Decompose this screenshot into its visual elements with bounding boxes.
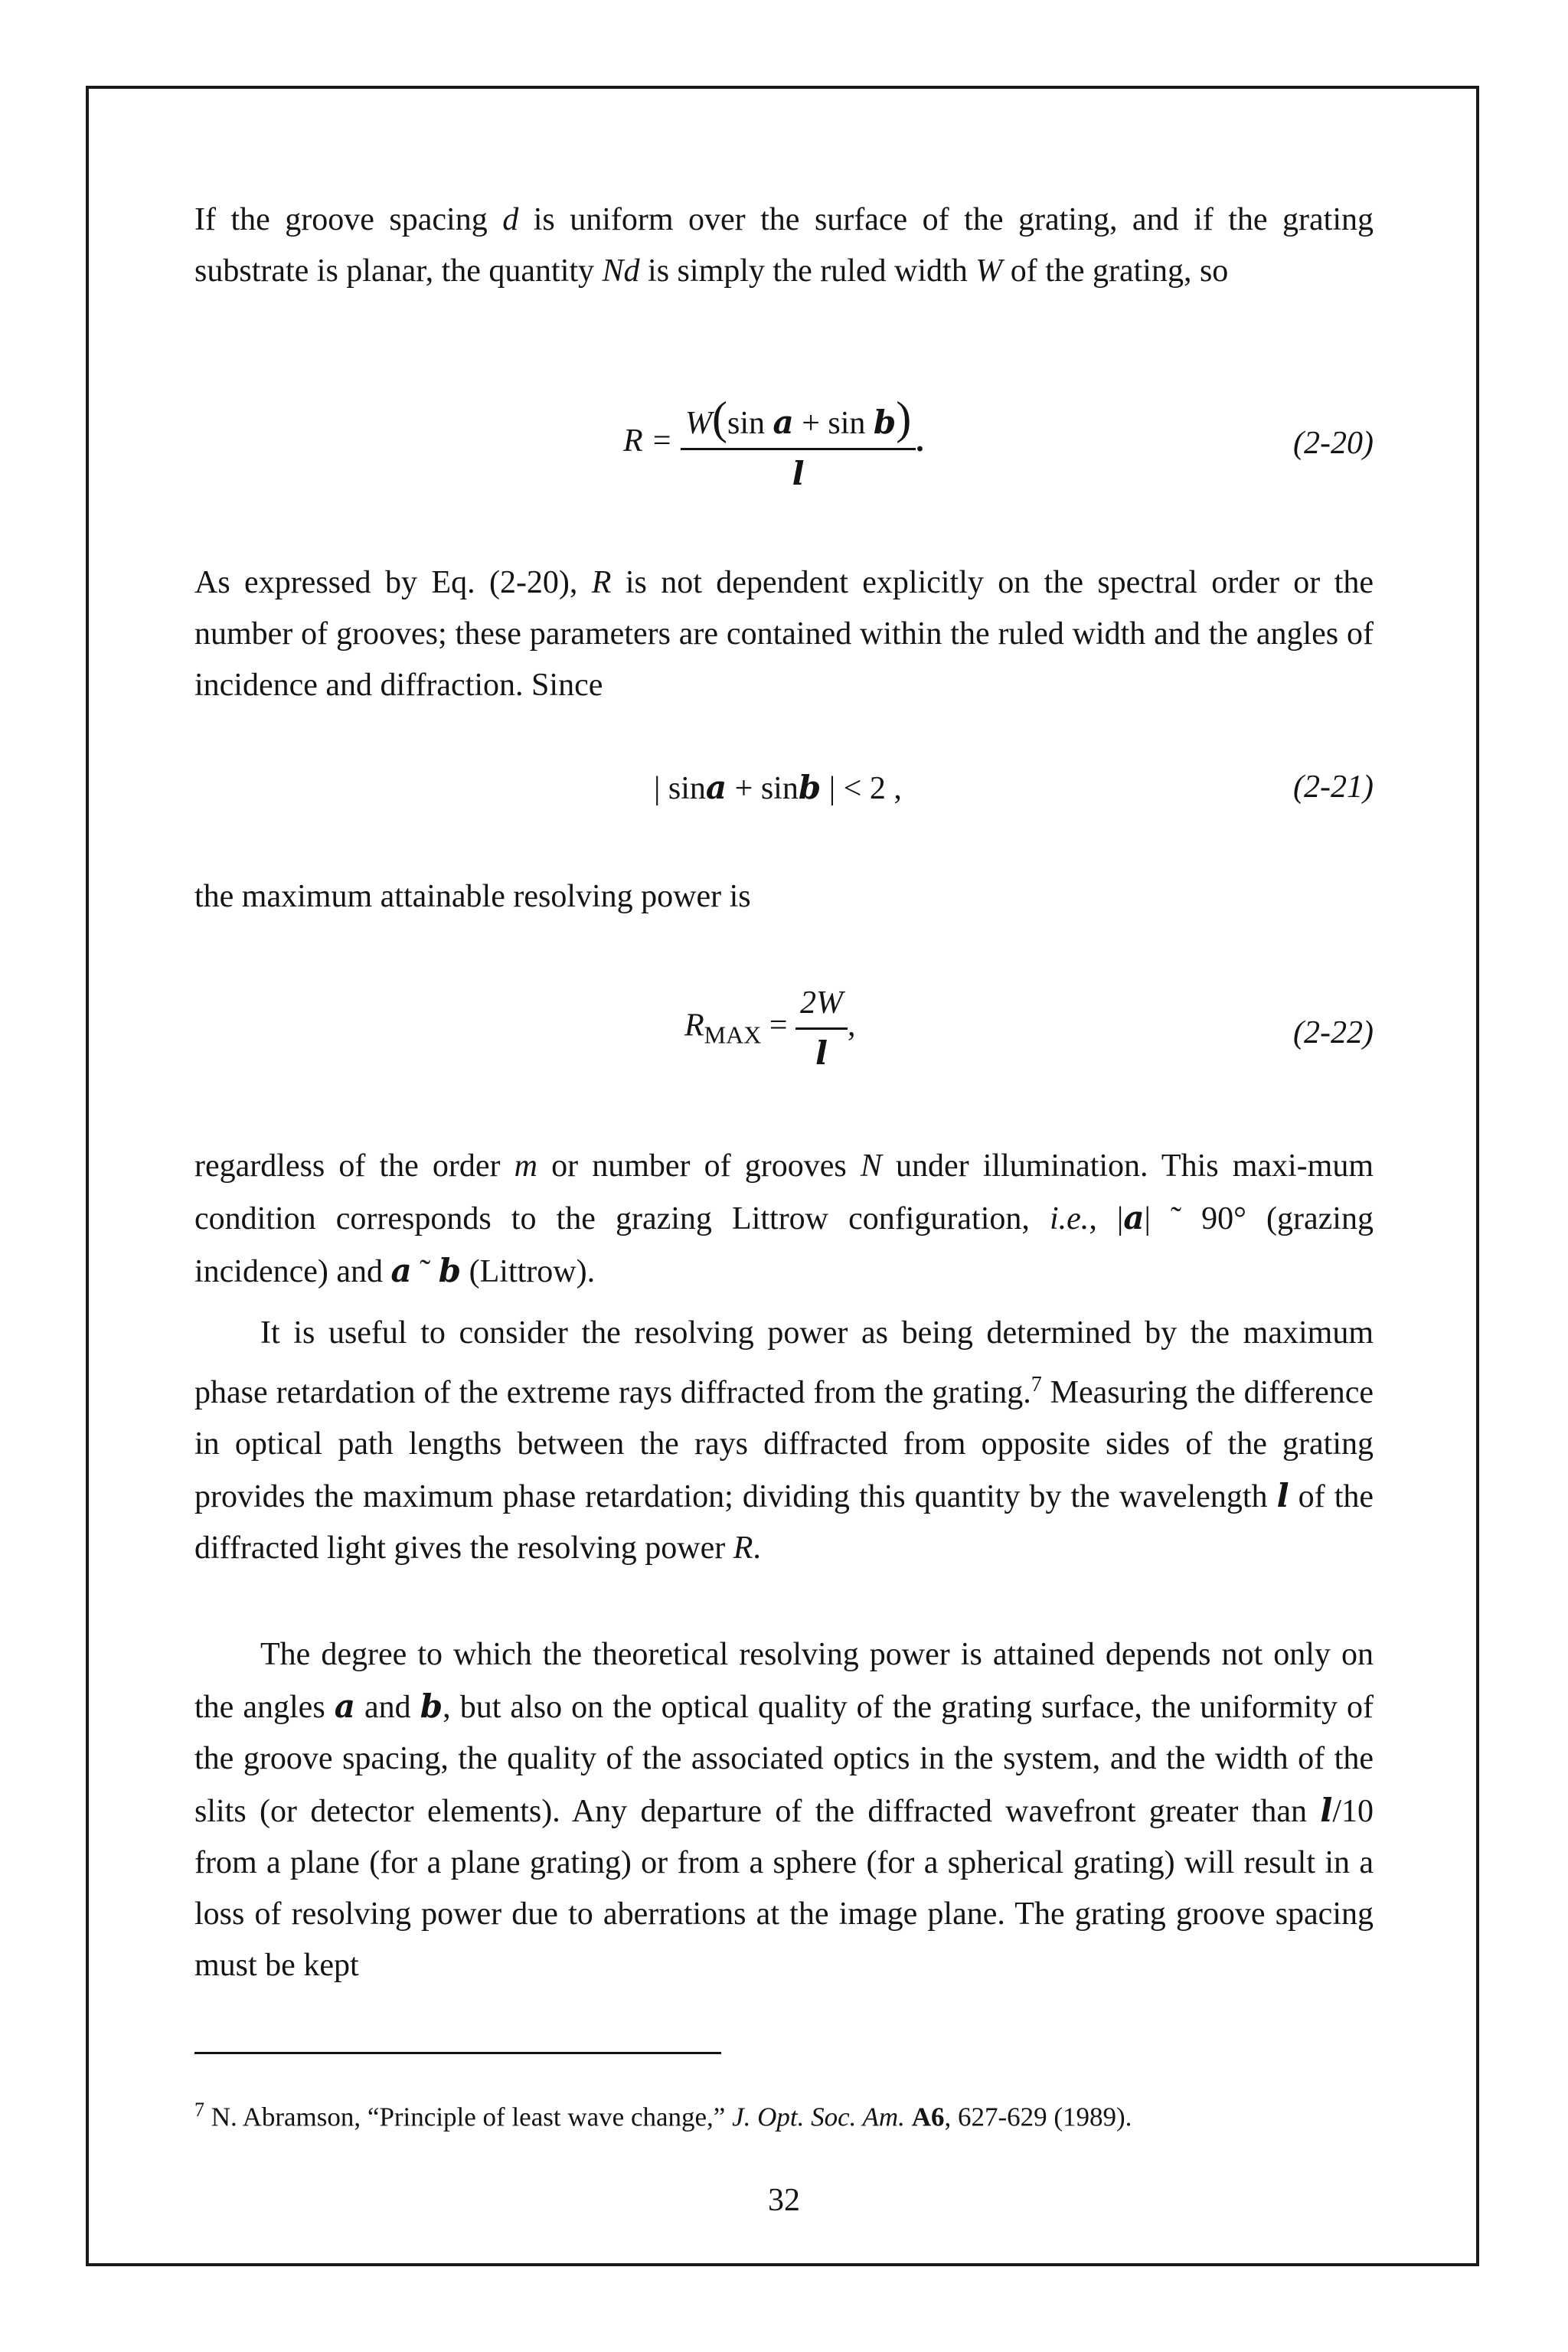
equation-number-2-22: (2-22) [1293, 1015, 1374, 1050]
footnote-rule [194, 2052, 721, 2054]
page-number: 32 [768, 2183, 800, 2218]
equation-2-22-fraction: $\frac{2W}{l}$ [795, 985, 848, 1072]
equation-2-21: | sina + sinb | < 2 , (2-21) [654, 769, 1374, 806]
equation-number-2-20: (2-20) [1293, 426, 1374, 461]
paragraph-3: the maximum attainable resolving power is [194, 879, 751, 914]
footnote-ref-7: 7 [1031, 1373, 1042, 1396]
paragraph-4: regardless of the order m or number of grooves N under illumination. This maxi-mum condition corresponds to the grazing Littrow configuration, i.e., |a| ˜ 90° (grazing incidence) and a ˜ b (Littrow). [194, 1148, 1374, 1289]
paragraph-1: If the groove spacing d is uniform over the surface of the grating, and if the grating substrate is planar, the quantity Nd is simply the ruled width W of the grating, so [194, 202, 1374, 289]
paragraph-6: The degree to which the theoretical resolving power is attained depends not only on the angles a and b, but also on the optical quality of the grating surface, the uniformity of the groove spacing, the quality of the associated optics in the system, and the width of the slits (or detector elements). Any departure of the diffracted wavefront greater than l/10 from a plane (for a plane grating) or from a sphere (for a spherical grating) will result in a loss of resolving power due to aberrations at the image plane. The grating groove spacing must be kept [194, 1637, 1374, 1983]
var-W: W [975, 253, 1003, 289]
equation-number-2-21: (2-21) [1293, 769, 1374, 805]
equation-2-20-fraction: $\frac{\text{W(sin a + sin b)}}{l}$ [681, 395, 916, 492]
paragraph-5: It is useful to consider the resolving power as being determined by the maximum phase retardation of the extreme rays diffracted from the grating.$^7$ Measuring the difference in optical path lengths between the rays diffracted from opposite sides of the grating provides the maximum phase retardation; dividing this quantity by the wavelength l of the diffracted light gives the resolving power R. [194, 1315, 1374, 1566]
equation-2-20: R = $\frac{\text{W(sin a + sin b)}}{l}$ . (2-20) [623, 393, 1374, 492]
var-Nd: Nd [602, 253, 640, 289]
footnote-7: $^7$ N. Abramson, “Principle of least wave change,” J. Opt. Soc. Am. A6, 627-629 (1989). [194, 2099, 1132, 2132]
equation-2-22: $R_{MAX}$ = $\frac{2W}{l}$ , (2-22) [684, 985, 1374, 1072]
var-d: d [502, 202, 519, 237]
paragraph-2: As expressed by Eq. (2-20), R is not dependent explicitly on the spectral order or the number of grooves; these parameters are contained within the ruled width and the angles of incidence and diffraction. Since [194, 565, 1374, 703]
